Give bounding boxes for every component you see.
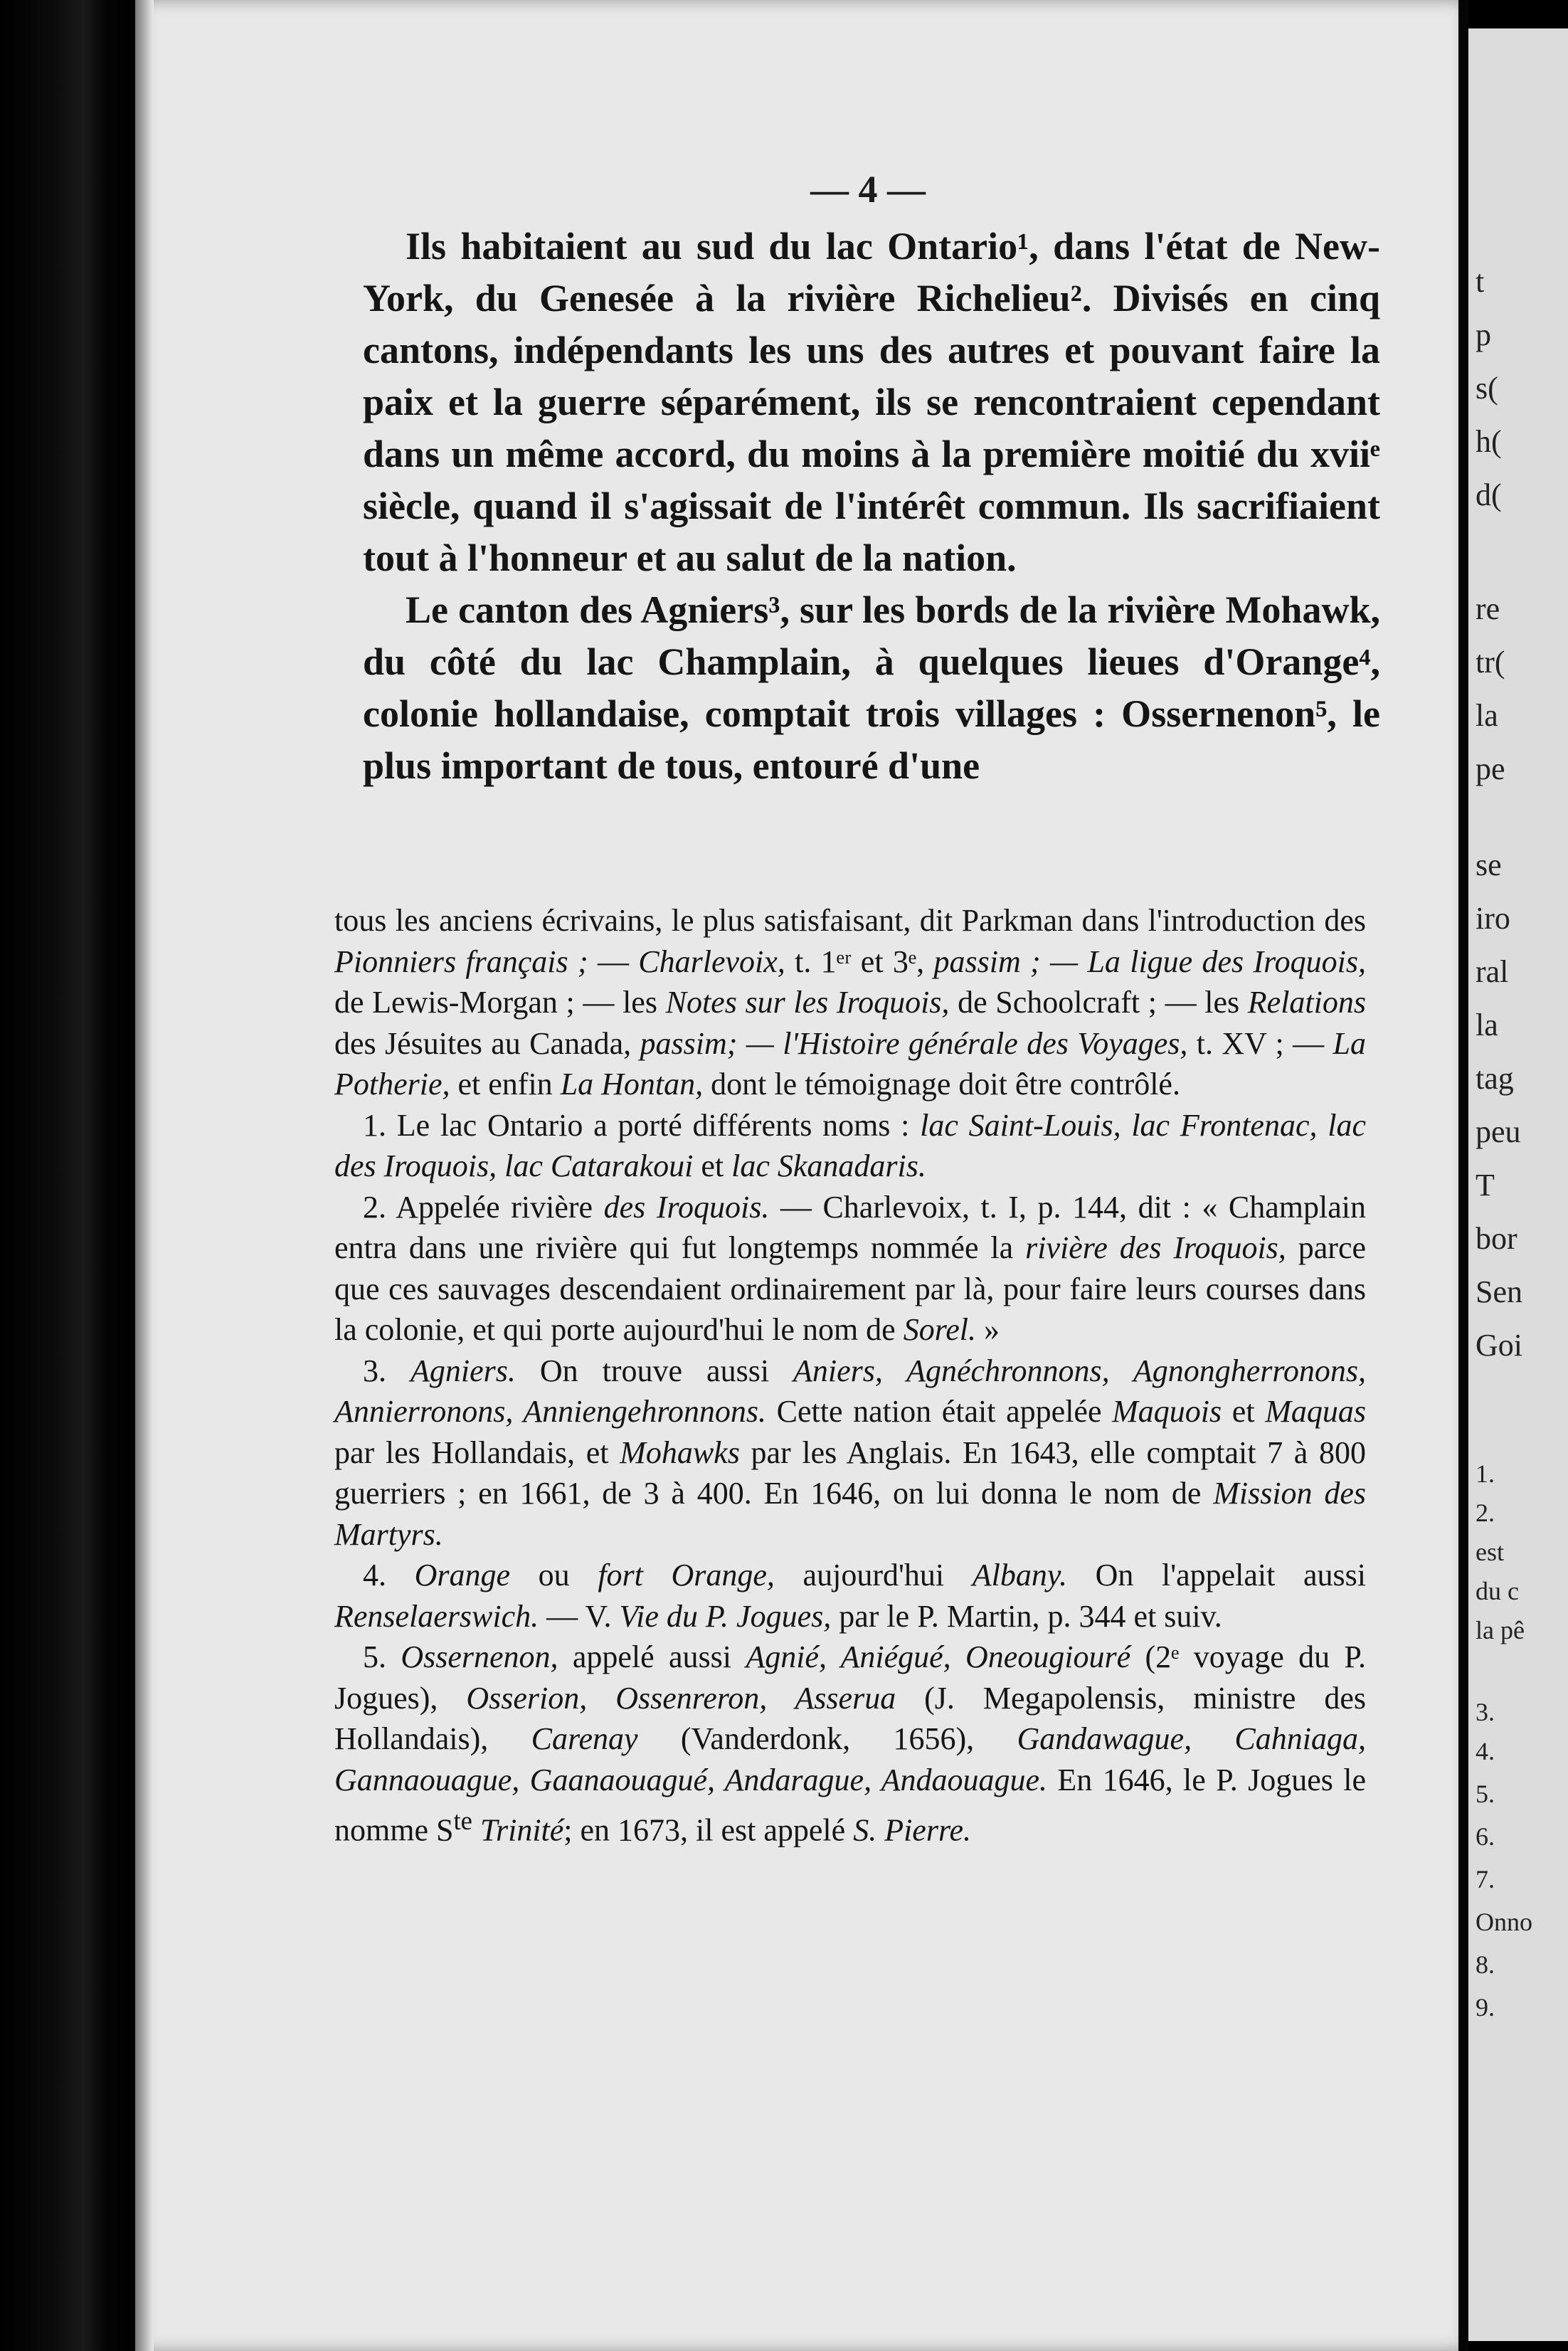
body-paragraph: Le canton des Agniers³, sur les bords de la rivière Mohawk, du côté du lac Champlain, à quelques lieues d'Orange⁴, colonie hollandaise, comptait trois villages : Ossernenon⁵, le plus important de tous, entouré d'une — [363, 588, 1380, 787]
footnote-4: 4. Orange ou fort Orange, aujourd'hui Albany. On l'appelait aussi Renselaerswich. — V. Vie du P. Jogues, par le P. Martin, p. 344 et suiv. — [334, 1558, 1367, 1634]
adjacent-fragment: ral — [1476, 954, 1509, 989]
adjacent-fragment: 5. — [1476, 1780, 1495, 1808]
adjacent-fragment: 7. — [1476, 1865, 1495, 1893]
adjacent-fragment: tr( — [1476, 645, 1505, 680]
footnote-1: 1. Le lac Ontario a porté différents noms : lac Saint-Louis, lac Frontenac, lac des Iroquois, lac Catarakoui et lac Skanadaris. — [334, 1107, 1366, 1183]
adjacent-fragment: la pê — [1476, 1616, 1525, 1644]
adjacent-fragment: pe — [1476, 751, 1505, 786]
adjacent-fragment: 2. — [1476, 1499, 1495, 1527]
adjacent-fragment: la — [1476, 698, 1498, 733]
adjacent-page-edge — [1468, 28, 1568, 2341]
adjacent-fragment: du c — [1476, 1577, 1519, 1605]
scan-left-margin — [0, 0, 135, 2351]
adjacent-fragment: iro — [1476, 901, 1510, 936]
adjacent-fragment: 6. — [1476, 1822, 1495, 1851]
adjacent-fragment: 1. — [1476, 1459, 1495, 1488]
adjacent-fragment: d( — [1476, 477, 1502, 512]
footnote-2: 2. Appelée rivière des Iroquois. — Charlevoix, t. I, p. 144, dit : « Champlain entra dans une rivière qui fut longtemps nommée la rivière des Iroquois, parce que ces sauvages descendaient ordinairement par là, pour faire leurs courses dans la colonie, et qui porte aujourd'hui le nom de Sorel. » — [334, 1189, 1366, 1347]
adjacent-fragment: Onno — [1476, 1908, 1532, 1936]
adjacent-fragment: s( — [1476, 371, 1498, 406]
adjacent-fragment: Goi — [1476, 1328, 1522, 1363]
main-text — [363, 221, 1380, 792]
footnote-continued: tous les anciens écrivains, le plus satisfaisant, dit Parkman dans l'introduction des Pionniers français ; — Charlevoix, t. 1ᵉʳ et 3ᵉ, passim ; — La ligue des Iroquois, de Lewis-Morgan ; — les Notes sur les Iroquois, de Schoolcraft ; — les Relations des Jésuites au Canada, passim; — l'Histoire générale des Voyages, t. XV ; — La Potherie, et enfin La Hontan, dont le témoignage doit être contrôlé. — [334, 903, 1366, 1101]
footnote-5: 5. Ossernenon, appelé aussi Agnié, Aniégué, Oneougiouré (2ᵉ voyage du P. Jogues), Osserion, Ossenreron, Asserua (J. Megapolensis, ministre des Hollandais), Carenay (Vanderdonk, 1656), Gandawague, Cahniaga, Gannaouague, Gaanaouagué, Andarague, Andaouague. En 1646, le P. Jogues le nomme $S^{te}$ Trinité; en 1673, il est appelé S. Pierre. — [334, 1639, 1367, 1848]
adjacent-fragment: t — [1476, 264, 1485, 299]
adjacent-fragment: 9. — [1476, 1993, 1495, 2022]
footnotes — [334, 900, 1366, 1851]
adjacent-fragment: h( — [1476, 424, 1502, 459]
adjacent-fragment: p — [1476, 317, 1491, 352]
adjacent-fragment: bor — [1476, 1221, 1517, 1256]
adjacent-fragment: 3. — [1476, 1698, 1495, 1726]
footnote-3: 3. Agniers. On trouve aussi Aniers, Agnéchronnons, Agnongherronons, Annierronons, Anniengehronnons. Cette nation était appelée Maquois et Maquas par les Hollandais, et Mohawks par les Anglais. En 1643, elle comptait 7 à 800 guerriers ; en 1661, de 3 à 400. En 1646, on lui donna le nom de Mission des Martyrs. — [334, 1353, 1367, 1552]
adjacent-fragment: Sen — [1476, 1274, 1522, 1309]
adjacent-fragment: la — [1476, 1008, 1498, 1042]
page-number: — 4 — — [810, 168, 926, 211]
adjacent-fragment: re — [1476, 591, 1500, 626]
book-gutter — [1458, 0, 1468, 2351]
adjacent-fragment: 8. — [1476, 1950, 1495, 1979]
adjacent-fragment: tag — [1476, 1061, 1514, 1096]
adjacent-fragment: est — [1476, 1538, 1504, 1566]
adjacent-fragment: 4. — [1476, 1737, 1495, 1765]
adjacent-fragment: se — [1476, 847, 1502, 882]
adjacent-fragment: peu — [1476, 1114, 1521, 1149]
body-paragraph: Ils habitaient au sud du lac Ontario¹, dans l'état de New-York, du Genesée à la rivière Richelieu². Divisés en cinq cantons, indépendants les uns des autres et pouvant faire la paix et la guerre séparément, ils se rencontraient cependant dans un même accord, du moins à la première moitié du xviiᵉ siècle, quand il s'agissait de l'intérêt commun. Ils sacrifiaient tout à l'honneur et au salut de la nation. — [363, 225, 1380, 579]
adjacent-fragment: T — [1476, 1168, 1495, 1203]
